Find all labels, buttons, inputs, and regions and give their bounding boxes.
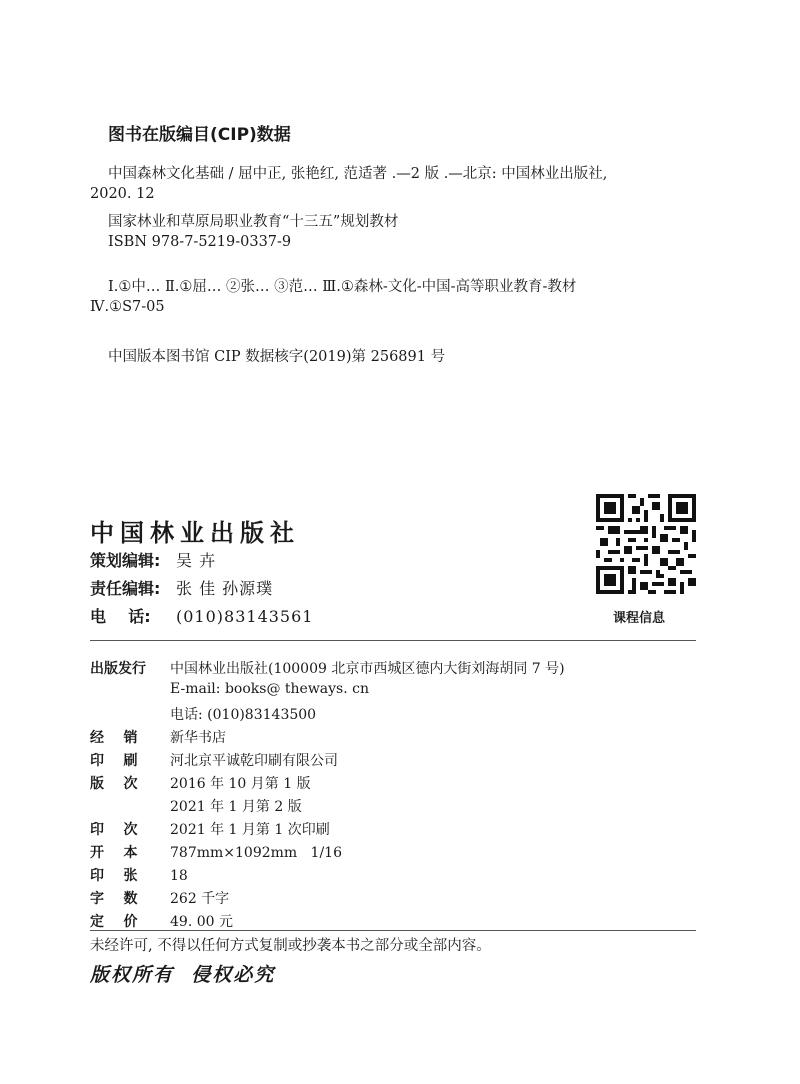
copyright-notice: 未经许可, 不得以任何方式复制或抄袭本书之部分或全部内容。: [90, 938, 491, 954]
sheets-label: 印 张: [90, 868, 138, 884]
info-row-distribution: [90, 727, 226, 747]
info-row-format: [90, 842, 342, 862]
info-row-printer: [90, 750, 338, 770]
format-value: 787mm×1092mm 1/16: [170, 845, 342, 861]
cip-isbn-line: ISBN 978-7-5219-0337-9: [108, 234, 292, 250]
info-row-publisher: [90, 658, 565, 678]
responsible-editor-label: 责任编辑:: [90, 579, 161, 598]
cip-heading: 图书在版编目(CIP)数据: [108, 125, 291, 145]
publish-value: 中国林业出版社(100009 北京市西城区德内大街刘海胡同 7 号): [170, 661, 565, 677]
publish-label: 出版发行: [90, 661, 146, 677]
words-value: 262 千字: [170, 891, 230, 907]
printer-value: 河北京平诚乾印刷有限公司: [170, 753, 338, 769]
edition-label: 版 次: [90, 776, 138, 792]
divider-top: [90, 640, 696, 641]
responsible-editor-row: [90, 576, 273, 599]
price-label: 定 价: [90, 914, 138, 930]
info-row-words: [90, 888, 229, 908]
phone-label: 电 话:: [90, 607, 151, 626]
info-row-impression: [90, 819, 330, 839]
planning-editor-value: 吴 卉: [176, 551, 217, 570]
edition-value-second: 2021 年 1 月第 2 版: [170, 799, 302, 815]
info-row-sheets: [90, 865, 188, 885]
info-row-edition: [90, 773, 311, 793]
impression-value: 2021 年 1 月第 1 次印刷: [170, 822, 330, 838]
distribution-label: 经 销: [90, 730, 138, 746]
sheets-value: 18: [170, 868, 188, 884]
planning-editor-row: [90, 548, 216, 571]
info-row-email: [90, 681, 369, 697]
cip-record-number: 中国版本图书馆 CIP 数据核字(2019)第 256891 号: [108, 349, 446, 365]
price-value: 49. 00 元: [170, 914, 233, 930]
divider-bottom: [90, 930, 696, 931]
info-row-price: [90, 911, 233, 931]
planning-editor-label: 策划编辑:: [90, 551, 161, 570]
responsible-editor-value: 张 佳 孙源璞: [176, 579, 274, 598]
qr-caption: 课程信息: [613, 611, 666, 626]
cip-classification-line: Ⅰ.①中… Ⅱ.①屈… ②张… ③范… Ⅲ.①森林-文化-中国-高等职业教育-教材: [108, 279, 577, 295]
email-value: E-mail: books@ theways. cn: [170, 681, 370, 697]
tel-value: 电话: (010)83143500: [170, 707, 317, 723]
cip-citation-line: 中国森林文化基础 / 屈中正, 张艳红, 范适著 .—2 版 .—北京: 中国林业出版社,: [108, 166, 608, 182]
cip-class-code-line: Ⅳ.①S7-05: [90, 299, 165, 315]
printer-label: 印 刷: [90, 753, 138, 769]
phone-value: (010)83143561: [176, 607, 314, 626]
publisher-name: 中国林业出版社: [90, 518, 300, 547]
edition-value-first: 2016 年 10 月第 1 版: [170, 776, 311, 792]
rights-reserved: 版权所有 侵权必究: [90, 964, 276, 986]
info-row-edition-second: [90, 796, 302, 816]
impression-label: 印 次: [90, 822, 138, 838]
format-label: 开 本: [90, 845, 138, 861]
cip-date-line: 2020. 12: [90, 186, 155, 202]
info-row-tel: [90, 704, 316, 724]
phone-row: [90, 604, 313, 627]
words-label: 字 数: [90, 891, 138, 907]
cip-series-line: 国家林业和草原局职业教育“十三五”规划教材: [108, 214, 399, 230]
distribution-value: 新华书店: [170, 730, 226, 746]
qr-code-icon[interactable]: [596, 494, 696, 594]
